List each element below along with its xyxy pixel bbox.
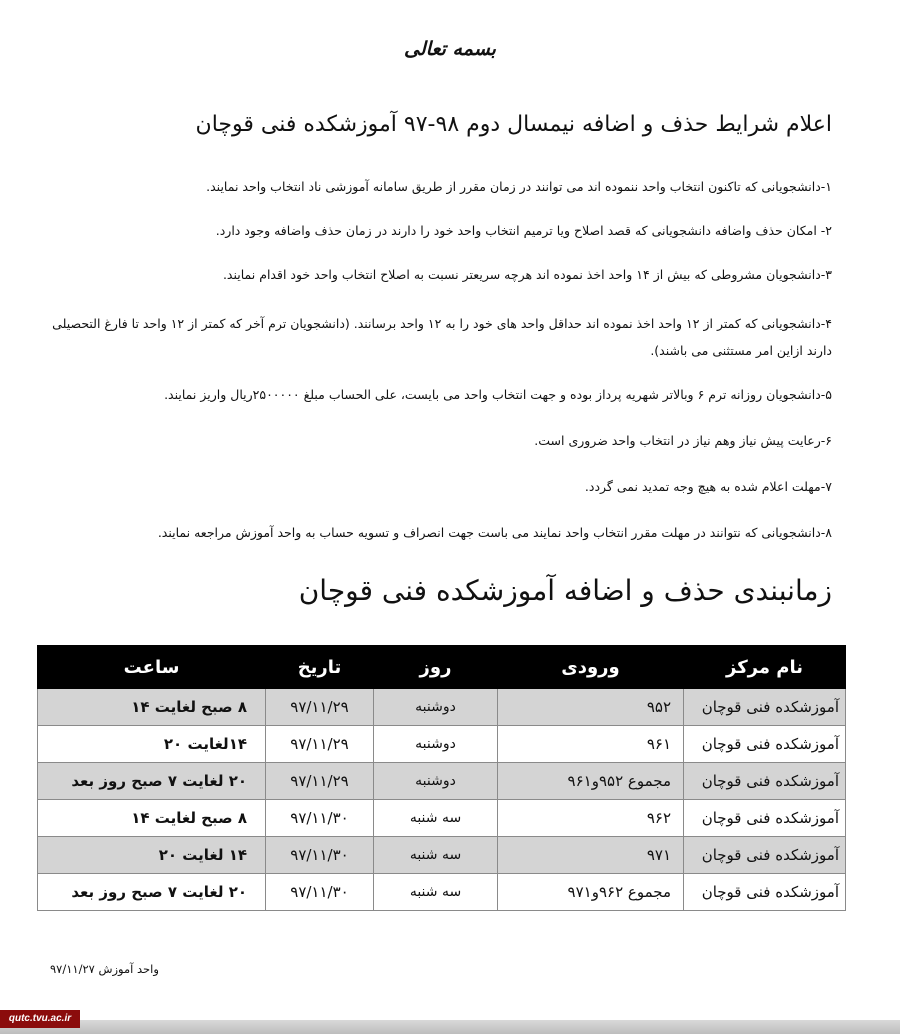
cell-date: ۹۷/۱۱/۲۹ [266, 763, 374, 800]
rule-item: ۴-دانشجویانی که کمتر از ۱۲ واحد اخذ نموده اند حداقل واحد های خود را به ۱۲ واحد برسانند. (دانشجویان ترم آخر که کمتر از ۱۲ واحد تا فارغ التحصیلی دارند ازاین امر مستثنی می باشند). [52, 316, 832, 358]
rule-item: ۸-دانشجویانی که نتوانند در مهلت مقرر انتخاب واحد نمایند می باست جهت انصراف و تسویه حساب به واحد آموزش مراجعه نمایند. [157, 525, 832, 540]
header-time: ساعت [38, 646, 266, 689]
rule-item: ۳-دانشجویان مشروطی که بیش از ۱۴ واحد اخذ نموده اند هرچه سریعتر نسبت به اصلاح انتخاب واحد خود اقدام نمایند. [222, 267, 832, 282]
table-header-row [38, 646, 846, 689]
site-watermark: qutc.tvu.ac.ir [0, 1010, 80, 1028]
cell-entry: ۹۷۱ [498, 837, 684, 874]
cell-time: ۱۴ لغایت ۲۰ [38, 837, 266, 874]
cell-center: آموزشکده فنی قوچان [684, 726, 846, 763]
cell-day: سه شنبه [374, 837, 498, 874]
header-day: روز [374, 646, 498, 689]
rule-item: ۶-رعایت پیش نیاز وهم نیاز در انتخاب واحد ضروری است. [534, 433, 832, 448]
cell-entry: مجموع ۹۶۲و۹۷۱ [498, 874, 684, 911]
table-row [38, 800, 846, 837]
cell-center: آموزشکده فنی قوچان [684, 837, 846, 874]
footer-bar [0, 1020, 900, 1034]
cell-day: سه شنبه [374, 800, 498, 837]
schedule-table [37, 645, 846, 911]
cell-center: آموزشکده فنی قوچان [684, 874, 846, 911]
cell-entry: ۹۶۲ [498, 800, 684, 837]
header-entry: ورودی [498, 646, 684, 689]
page-title: اعلام شرایط حذف و اضافه نیمسال دوم ۹۸-۹۷ آموزشکده فنی قوچان [195, 112, 832, 137]
cell-entry: ۹۵۲ [498, 689, 684, 726]
cell-day: دوشنبه [374, 689, 498, 726]
schedule-title: زمانبندی حذف و اضافه آموزشکده فنی قوچان [298, 574, 832, 607]
cell-time: ۱۴لغایت ۲۰ [38, 726, 266, 763]
cell-day: دوشنبه [374, 726, 498, 763]
table-row [38, 874, 846, 911]
cell-date: ۹۷/۱۱/۲۹ [266, 726, 374, 763]
cell-center: آموزشکده فنی قوچان [684, 689, 846, 726]
header-center: نام مرکز [684, 646, 846, 689]
cell-date: ۹۷/۱۱/۳۰ [266, 874, 374, 911]
cell-center: آموزشکده فنی قوچان [684, 763, 846, 800]
cell-day: دوشنبه [374, 763, 498, 800]
header-date: تاریخ [266, 646, 374, 689]
table-row [38, 763, 846, 800]
cell-date: ۹۷/۱۱/۳۰ [266, 800, 374, 837]
cell-entry: ۹۶۱ [498, 726, 684, 763]
rule-item: ۲- امکان حذف واضافه دانشجویانی که قصد اصلاح ویا ترمیم انتخاب واحد خود را دارند در زمان حذف واضافه وجود دارد. [215, 223, 832, 238]
bismillah-heading: بسمه تعالی [404, 38, 496, 60]
footer-note: واحد آموزش ۹۷/۱۱/۲۷ [50, 962, 159, 976]
rule-item: ۷-مهلت اعلام شده به هیچ وجه تمدید نمی گردد. [584, 479, 832, 494]
cell-date: ۹۷/۱۱/۲۹ [266, 689, 374, 726]
cell-time: ۸ صبح لغایت ۱۴ [38, 800, 266, 837]
cell-time: ۲۰ لغایت ۷ صبح روز بعد [38, 763, 266, 800]
rule-item: ۵-دانشجویان روزانه ترم ۶ وبالاتر شهریه پرداز بوده و جهت انتخاب واحد می بایست، علی الحساب مبلغ ۲۵۰۰۰۰۰ریال واریز نمایند. [164, 387, 832, 402]
cell-time: ۸ صبح لغایت ۱۴ [38, 689, 266, 726]
cell-date: ۹۷/۱۱/۳۰ [266, 837, 374, 874]
rule-item: ۱-دانشجویانی که تاکنون انتخاب واحد ننموده اند می توانند در زمان مقرر از طریق سامانه آموزشی ناد انتخاب واحد نمایند. [206, 179, 832, 194]
table-row [38, 689, 846, 726]
cell-time: ۲۰ لغایت ۷ صبح روز بعد [38, 874, 266, 911]
cell-day: سه شنبه [374, 874, 498, 911]
cell-entry: مجموع ۹۵۲و۹۶۱ [498, 763, 684, 800]
table-row [38, 837, 846, 874]
cell-center: آموزشکده فنی قوچان [684, 800, 846, 837]
table-row [38, 726, 846, 763]
